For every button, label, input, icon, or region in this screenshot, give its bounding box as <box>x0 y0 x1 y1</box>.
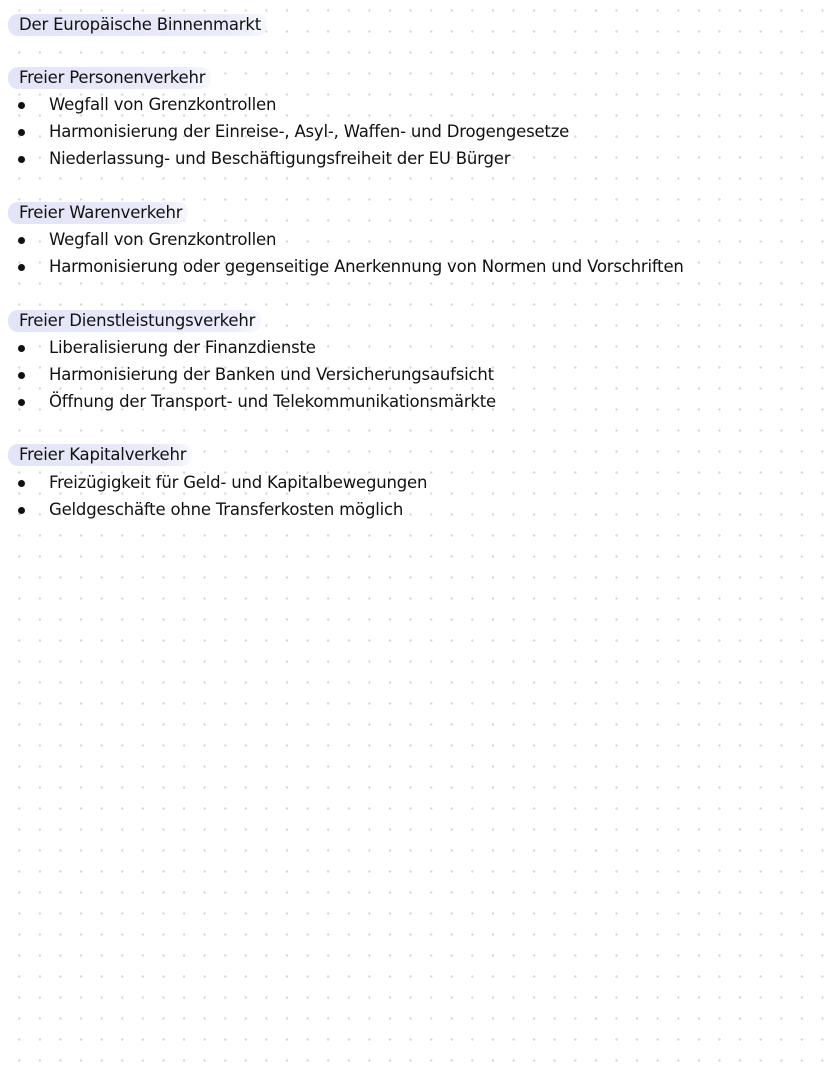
bullet-icon <box>18 102 25 109</box>
bullet-icon <box>18 372 25 379</box>
section-heading-dienstleistungsverkehr: Freier Dienstleistungsverkehr <box>8 310 261 332</box>
page-title: Der Europäische Binnenmarkt <box>8 14 267 36</box>
section-heading-kapitalverkehr: Freier Kapitalverkehr <box>8 444 192 466</box>
bullet-icon <box>18 480 25 487</box>
bullet-icon <box>18 507 25 514</box>
section-heading-personenverkehr: Freier Personenverkehr <box>8 67 211 89</box>
bullet-icon <box>18 399 25 406</box>
bullet-icon <box>18 264 25 271</box>
bullet-icon <box>18 156 25 163</box>
bullet-icon <box>18 129 25 136</box>
section-heading-warenverkehr: Freier Warenverkehr <box>8 202 188 224</box>
bullet-icon <box>18 345 25 352</box>
bullet-icon <box>18 237 25 244</box>
